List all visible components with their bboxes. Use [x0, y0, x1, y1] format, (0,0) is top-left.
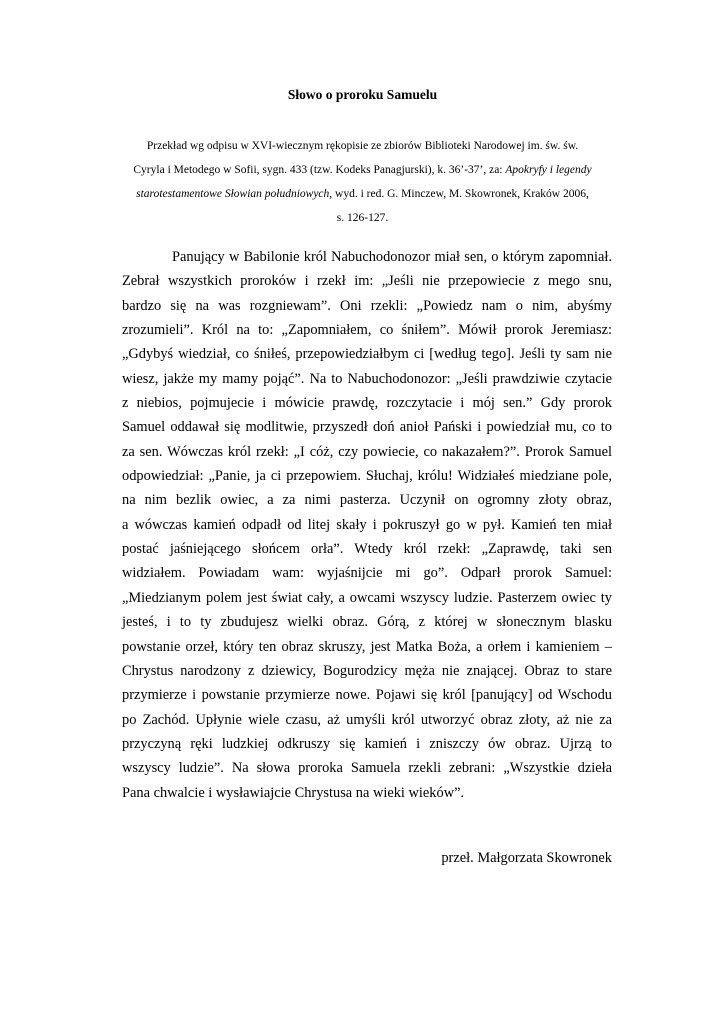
source-line-4: s. 126-127.: [336, 212, 389, 224]
source-line-3: [115, 182, 610, 206]
text-line: Samuel oddawał się modlitwie, przyszedł doń anioł Pański i powiedział mu, co to: [122, 419, 612, 436]
text-line: Chrystus narodzony z dziewicy, Bogurodzicy męża nie znającej. Obraz to stare: [122, 662, 612, 679]
text-line: „Gdybyś wiedział, co śniłeś, przepowiedziałbym ci [według tego]. Jeśli ty sam nie: [122, 346, 612, 363]
text-line: „Miedzianym polem jest świat cały, a owcami wszyscy ludzie. Pasterzem owiec ty: [122, 589, 612, 606]
text-line: postać jaśniejącego słońcem orła”. Wtedy król rzekł: „Zaprawdę, taki sen: [122, 541, 612, 558]
translator-credit: przeł. Małgorzata Skowronek: [441, 850, 612, 866]
text-line: Pana chwalcie i wysławiajcie Chrystusa na wieki wieków”.: [122, 784, 465, 801]
source-line-3-text: , wyd. i red. G. Minczew, M. Skowronek, Kraków 2006,: [329, 188, 589, 200]
text-line: bardzo się na was rozgniewam”. Oni rzekli: „Powiedz nam o nim, abyśmy: [122, 297, 612, 314]
text-line: z niebios, pojmujecie i mówicie prawdę, rozczytacie i mój sen.” Gdy prorok: [122, 395, 612, 412]
text-line: przymierze i powstanie przymierze nowe. Pojawi się król [panujący] od Wschodu: [122, 687, 612, 704]
source-line-1: Przekład wg odpisu w XVI-wiecznym rękopisie ze zbiorów Biblioteki Narodowej im. św. św.: [146, 140, 579, 152]
source-line-2-text: Cyryla i Metodego w Sofii, sygn. 433 (tzw. Kodeks Panagjurski), k. 36’-37’, za:: [133, 164, 506, 176]
text-line: jesteś, i to ty zbudujesz wielki obraz. Górą, z której w słonecznym blasku: [122, 614, 612, 631]
text-line: wszyscy ludzie”. Na słowa proroka Samuela rzekli zebrani: „Wszystkie dzieła: [122, 760, 612, 777]
text-line: Zebrał wszystkich proroków i rzekł im: „Jeśli nie przepowiecie z mego snu,: [122, 273, 612, 290]
source-line-2: [115, 158, 610, 182]
source-note: [115, 134, 610, 230]
text-line: zrozumieli”. Król na to: „Zapomniałem, co śniłem”. Mówił prorok Jeremiasz:: [122, 322, 612, 339]
text-line: przyczyną ręki ludzkiej odkruszy się kamień i zniszczy ów obraz. Ujrzą to: [122, 735, 612, 752]
source-book-title-part-2: starotestamentowe Słowian południowych: [136, 188, 330, 200]
text-line: po Zachód. Upłynie wiele czasu, aż umyśli król utworzyć obraz złoty, aż nie za: [122, 711, 612, 728]
source-book-title-part-1: Apokryfy i legendy: [505, 164, 592, 176]
main-text: [122, 245, 612, 805]
text-line: a wówczas kamień odpadł od litej skały i pokruszył go w pył. Kamień ten miał: [122, 516, 612, 533]
text-line: wiesz, jakże my mamy pojąć”. Na to Nabuchodonozor: „Jeśli prawdziwie czytacie: [122, 370, 612, 387]
text-line: Panujący w Babilonie król Nabuchodonozor miał sen, o którym zapomniał.: [172, 249, 612, 265]
text-line: za sen. Wówczas król rzekł: „I cóż, czy powiecie, co nakazałem?”. Prorok Samuel: [122, 443, 612, 460]
document-title: Słowo o proroku Samuelu: [287, 87, 438, 102]
text-line: na nim bezlik owiec, a za nimi pasterza. Uczynił on ogromny złoty obraz,: [122, 492, 612, 509]
text-line: powstanie orzeł, który ten obraz skruszy, jest Matka Boża, a orłem i kamieniem –: [122, 638, 612, 655]
text-line: widziałem. Powiadam wam: wyjaśnijcie mi go”. Odparł prorok Samuel:: [122, 565, 612, 582]
text-line: odpowiedział: „Panie, ja ci przepowiem. Słuchaj, królu! Widziałeś miedziane pole,: [122, 468, 612, 485]
